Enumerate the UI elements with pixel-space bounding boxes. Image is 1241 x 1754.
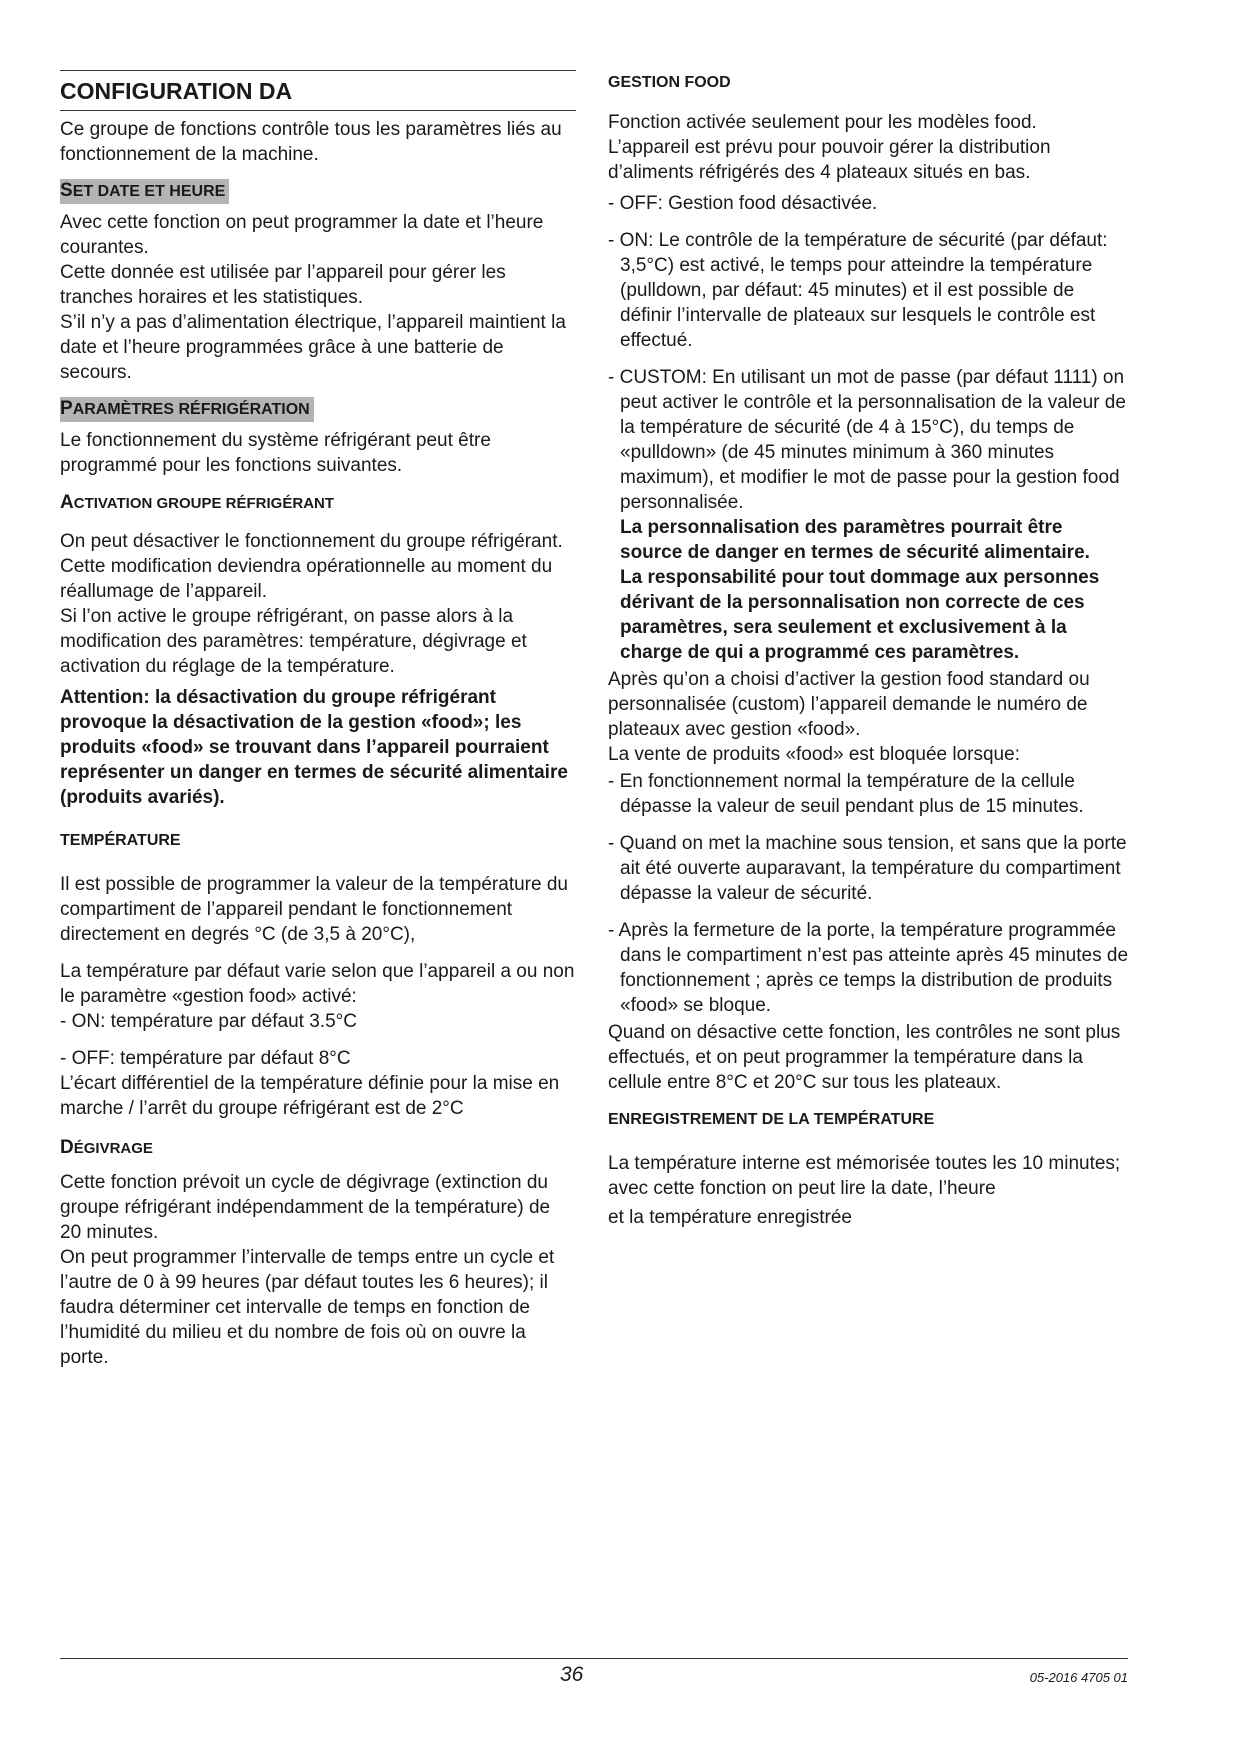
- activation-paragraph-1: On peut désactiver le fonctionnement du groupe réfrigérant. Cette modification deviendra opérationnelle au moment du réallumage de l’appareil.: [60, 531, 563, 602]
- heading-set-date: SET DATE ET HEURE: [60, 179, 229, 204]
- intro-paragraph: Ce groupe de fonctions contrôle tous les paramètres liés au fonctionnement de la machine.: [60, 119, 562, 165]
- custom-warning-1: La personnalisation des paramètres pourrait être source de danger en termes de sécurité alimentaire.: [620, 517, 1090, 563]
- degivrage-paragraph-1: Cette fonction prévoit un cycle de dégivrage (extinction du groupe réfrigérant indépendamment de la température) de 20 minutes.: [60, 1172, 551, 1243]
- temperature-paragraph-3: L’écart différentiel de la température définie pour la mise en marche / l’arrêt du groupe réfrigérant est de 2°C: [60, 1073, 560, 1119]
- set-date-paragraph-1: Avec cette fonction on peut programmer la date et l’heure courantes.: [60, 212, 544, 258]
- temperature-off: - OFF: température par défaut 8°C: [60, 1048, 351, 1069]
- heading-temperature: TEMPÉRATURE: [60, 832, 181, 849]
- custom-warning-2: La responsabilité pour tout dommage aux personnes dérivant de la personnalisation non correcte de ces paramètres, sera seulement et exclusivement à la charge de qui a programmé ces paramètres.: [620, 567, 1100, 663]
- document-code: 05-2016 4705 01: [1029, 1670, 1128, 1685]
- heading-activation: ACTIVATION GROUPE RÉFRIGÉRANT: [60, 492, 335, 513]
- gestion-paragraph-3: Après qu’on a choisi d’activer la gestion food standard ou personnalisée (custom) l’appareil demande le numéro de plateaux avec gestion «food».: [608, 669, 1090, 740]
- heading-degivrage: DÉGIVRAGE: [60, 1137, 153, 1158]
- condition-3: [608, 918, 1128, 1018]
- gestion-paragraph-2: L’appareil est prévu pour pouvoir gérer la distribution d’aliments réfrigérés des 4 plateaux situés en bas.: [608, 137, 1051, 183]
- params-paragraph: Le fonctionnement du système réfrigérant peut être programmé pour les fonctions suivantes.: [60, 430, 491, 476]
- heading-params-refrigeration: PARAMÈTRES RÉFRIGÉRATION: [60, 397, 314, 422]
- section-title: CONFIGURATION DA: [60, 70, 576, 111]
- condition-2: [608, 831, 1128, 906]
- enregistrement-paragraph-1: La température interne est mémorisée toutes les 10 minutes; avec cette fonction on peut lire la date, l’heure: [608, 1153, 1121, 1199]
- list-item-custom-text: - CUSTOM: En utilisant un mot de passe (par défaut 1111) on peut activer le contrôle et la personnalisation de la valeur de la température de sécurité (de 4 à 15°C), du temps de «pulldown» (de 45 minutes minimum à 360 minutes maximum), et modifier le mot de passe pour la gestion food personnalisée.: [608, 367, 1126, 513]
- temperature-paragraph-2: La température par défaut varie selon que l’appareil a ou non le paramètre «gestion food» activé:: [60, 961, 575, 1007]
- condition-1: [608, 769, 1128, 819]
- activation-paragraph-2: Si l’on active le groupe réfrigérant, on passe alors à la modification des paramètres: température, dégivrage et activation du réglage de la température.: [60, 606, 527, 677]
- temperature-paragraph-1: Il est possible de programmer la valeur de la température du compartiment de l’appareil pendant le fonctionnement directement en degrés °C (de 3,5 à 20°C),: [60, 874, 568, 945]
- degivrage-paragraph-2: On peut programmer l’intervalle de temps entre un cycle et l’autre de 0 à 99 heures (par défaut toutes les 6 heures); il faudra déterminer cet intervalle de temps en fonction de l’humidité du milieu et du nombre de fois où on ouvre la porte.: [60, 1247, 555, 1368]
- condition-1-text: - En fonctionnement normal la température de la cellule dépasse la valeur de seuil pendant plus de 15 minutes.: [608, 771, 1084, 817]
- footer-divider: [60, 1658, 1128, 1659]
- enregistrement-paragraph-2: et la température enregistrée: [608, 1207, 852, 1228]
- heading-gestion-food: GESTION FOOD: [608, 74, 731, 91]
- gestion-paragraph-5: Quand on désactive cette fonction, les contrôles ne sont plus effectués, et on peut programmer la température dans la cellule entre 8°C et 20°C sur tous les plateaux.: [608, 1022, 1121, 1093]
- list-item-off: [608, 191, 1128, 216]
- list-item-on: [608, 228, 1128, 353]
- gestion-paragraph-4: La vente de produits «food» est bloquée lorsque:: [608, 744, 1020, 765]
- activation-warning: Attention: la désactivation du groupe réfrigérant provoque la désactivation de la gestion «food»; les produits «food» se trouvant dans l’appareil pourraient représenter un danger en termes de sécurité alimentaire (produits avariés).: [60, 687, 568, 808]
- temperature-on: - ON: température par défaut 3.5°C: [60, 1011, 357, 1032]
- right-column: [608, 70, 1128, 1230]
- list-item-custom: [608, 365, 1128, 665]
- gestion-paragraph-1: Fonction activée seulement pour les modèles food.: [608, 112, 1037, 133]
- list-item-off-text: - OFF: Gestion food désactivée.: [608, 193, 878, 214]
- condition-3-text: - Après la fermeture de la porte, la température programmée dans le compartiment n’est pas atteinte après 45 minutes de fonctionnement ; après ce temps la distribution de produits «food» se bloque.: [608, 920, 1129, 1016]
- set-date-paragraph-3: S’il n’y a pas d’alimentation électrique, l’appareil maintient la date et l’heure programmées grâce à une batterie de secours.: [60, 312, 566, 383]
- page-number: 36: [560, 1663, 584, 1686]
- heading-enregistrement: ENREGISTREMENT DE LA TEMPÉRATURE: [608, 1111, 935, 1128]
- set-date-paragraph-2: Cette donnée est utilisée par l’appareil pour gérer les tranches horaires et les statistiques.: [60, 262, 506, 308]
- condition-2-text: - Quand on met la machine sous tension, et sans que la porte ait été ouverte auparavant, la température du compartiment dépasse la valeur de sécurité.: [608, 833, 1127, 904]
- list-item-on-text: - ON: Le contrôle de la température de sécurité (par défaut: 3,5°C) est activé, le temps pour atteindre la température (pulldown, par défaut: 45 minutes) et il est possible de définir l’intervalle de plateaux sur lesquels le contrôle est effectué.: [608, 230, 1108, 351]
- left-column: [60, 70, 576, 1370]
